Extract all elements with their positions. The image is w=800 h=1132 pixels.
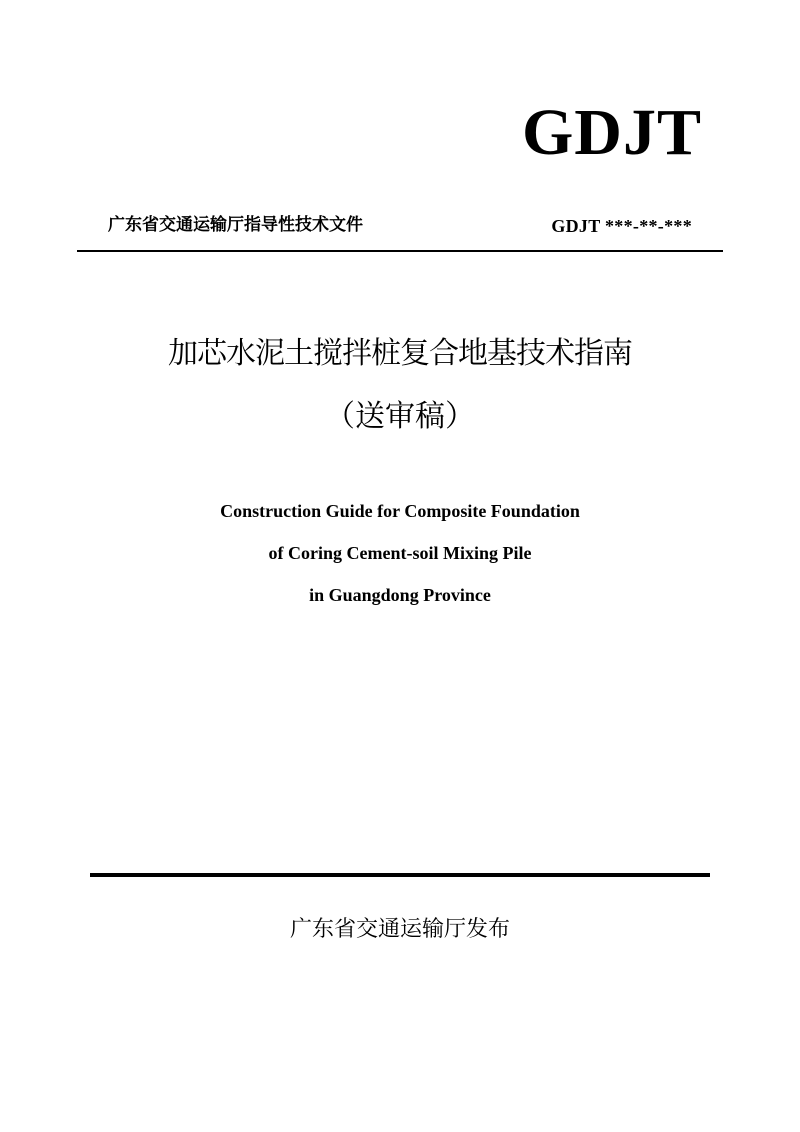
document-title-zh: 加芯水泥土搅拌桩复合地基技术指南: [168, 336, 632, 371]
document-subtitle-zh: （送审稿）: [325, 399, 475, 434]
document-title-en-line1: Construction Guide for Composite Foundation: [220, 501, 580, 521]
gdjt-logo: GDJT: [521, 96, 702, 169]
document-title-en-line3: in Guangdong Province: [309, 585, 491, 605]
footer-divider: [90, 873, 710, 877]
header-divider: [77, 250, 723, 252]
publisher-label: 广东省交通运输厅发布: [289, 917, 510, 942]
agency-label: 广东省交通运输厅指导性技术文件: [108, 215, 363, 235]
document-title-en-line2: of Coring Cement-soil Mixing Pile: [268, 543, 532, 563]
document-number: GDJT ***-**-***: [551, 216, 692, 236]
